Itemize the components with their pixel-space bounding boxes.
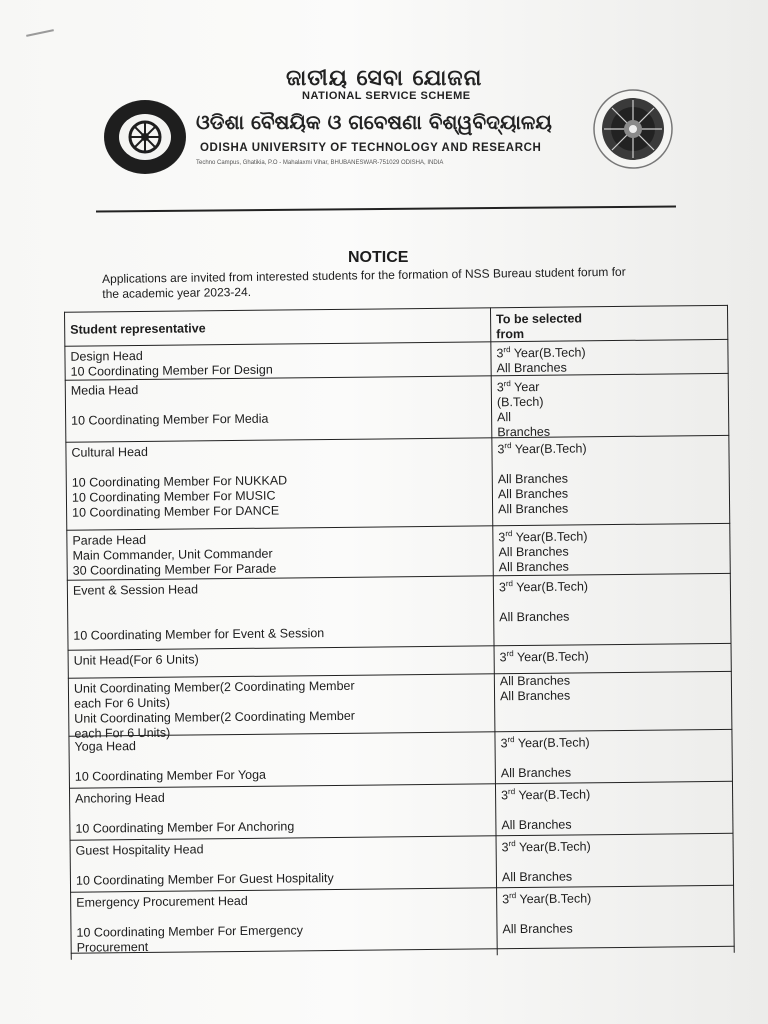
notice-title: NOTICE (348, 249, 409, 266)
table-row (68, 671, 733, 741)
pen-mark (26, 29, 54, 37)
role-cell: Yoga Head 10 Coordinating Member For Yoga (74, 739, 267, 784)
eligibility-cell: All Branches All Branches (499, 673, 571, 704)
role-cell: Event & Session Head 10 Coordinating Member for Event & Session (72, 582, 325, 643)
role-cell: Unit Head(For 6 Units) (73, 652, 199, 668)
table-row (70, 885, 735, 954)
eligibility-cell: 3rd Year (B.Tech) All Branches (496, 379, 551, 440)
university-name: ODISHA UNIVERSITY OF TECHNOLOGY AND RESEARCH (200, 142, 542, 154)
table-row (66, 523, 730, 581)
role-cell: Design Head 10 Coordinating Member For Design (70, 348, 273, 379)
letterhead (0, 60, 768, 190)
role-cell: Parade Head Main Commander, Unit Commander 30 Coordinating Member For Parade (72, 532, 277, 578)
eligibility-cell: 3rd Year(B.Tech) All Branches (502, 891, 592, 937)
table-row (68, 729, 733, 789)
selection-table (44, 305, 735, 960)
university-address: Techno Campus, Ghatikia, P.O - Mahalaxmi Vihar, BHUBANESWAR-751029 ODISHA, INDIA (196, 160, 444, 166)
odia-university-name: ଓଡିଶା ବୈଷୟିକ ଓ ଗବେଷଣା ବିଶ୍ୱବିଦ୍ୟାଳୟ (196, 110, 552, 134)
header-divider (96, 205, 676, 212)
eligibility-cell: 3rd Year(B.Tech) All Branches All Branches (498, 529, 588, 575)
role-cell: Anchoring Head 10 Coordinating Member For Anchoring (75, 790, 295, 836)
eligibility-cell: 3rd Year(B.Tech) All Branches (501, 787, 591, 833)
eligibility-cell: 3rd Year(B.Tech) All Branches (496, 345, 586, 376)
eligibility-cell: 3rd Year(B.Tech) All Branches (500, 735, 590, 781)
role-cell: Unit Coordinating Member(2 Coordinating Member each For 6 Units) Unit Coordinating Member(2 Coordinating Member each For 6 Units) (73, 678, 356, 741)
nss-logo-icon (104, 100, 186, 174)
table-row (67, 573, 732, 651)
eligibility-cell: 3rd Year(B.Tech) All Branches (498, 579, 589, 625)
table-row (65, 435, 730, 531)
header-selected-from: To be selected from (496, 311, 583, 342)
role-cell: Guest Hospitality Head 10 Coordinating Member For Guest Hospitality (75, 842, 334, 888)
eligibility-cell: 3rd Year(B.Tech) All Branches (501, 839, 591, 885)
header-student-representative: Student representative (70, 321, 206, 337)
scheme-title: NATIONAL SERVICE SCHEME (302, 90, 471, 102)
table-row (70, 833, 735, 893)
odia-scheme-title: ଜାତୀୟ ସେବା ଯୋଜନା (286, 66, 483, 91)
role-cell: Emergency Procurement Head 10 Coordinating Member For Emergency Procurement (76, 893, 304, 955)
eligibility-cell: 3rd Year(B.Tech) All Branches All Branches All Branches (497, 441, 587, 517)
notice-intro: Applications are invited from interested students for the formation of NSS Bureau student forum for the academic year 2023-24. (102, 264, 626, 301)
table-row (65, 373, 730, 443)
role-cell: Cultural Head 10 Coordinating Member For NUKKAD 10 Coordinating Member For MUSIC 10 Coordinating Member For DANCE (71, 444, 288, 520)
university-seal-icon (592, 88, 674, 170)
eligibility-cell: 3rd Year(B.Tech) (499, 649, 589, 665)
table-row (69, 781, 734, 841)
role-cell: Media Head 10 Coordinating Member For Media (70, 383, 269, 428)
